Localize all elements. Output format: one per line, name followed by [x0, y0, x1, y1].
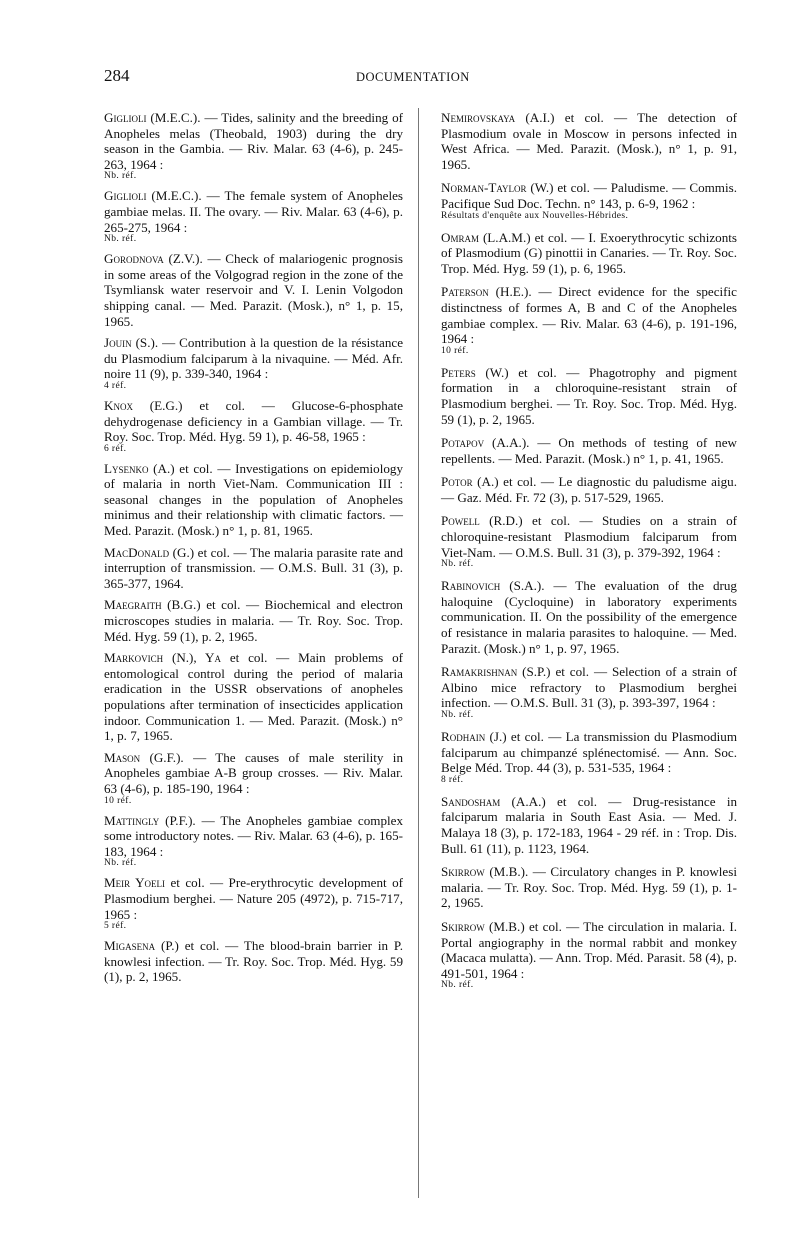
entry-note: 6 réf. — [104, 443, 127, 454]
entry-author: Maegraith (B.G.) — [104, 597, 201, 613]
entry-author: Potapov (A.A.). — [441, 435, 530, 451]
entry-author: Rabinovich (S.A.). — [441, 578, 545, 594]
entry-citation: — Contribution à la question de la résistance du Plasmodium falciparum à la nivaquine. — Méd. Afr. noire 11 (9), p. 339-340, 1964 : — [104, 335, 404, 382]
entry-author: Skirrow (M.B.). — [441, 864, 529, 880]
entry-author: Sandosham (A.A.) — [441, 793, 546, 809]
bibliography-entry — [104, 545, 403, 592]
entry-note: Nb. réf. — [441, 980, 474, 991]
entry-note: Résultats d'enquête aux Nouvelles-Hébrides. — [441, 210, 629, 221]
entry-author: Giglioli (M.E.C.). — [104, 110, 201, 125]
entry-author: Lysenko (A.) — [104, 460, 175, 476]
bibliography-entry — [441, 794, 737, 856]
bibliography-entry — [441, 284, 737, 356]
entry-citation: et col. — La transmission du Plasmodium falciparum au chimpanzé splénectomisé. — Ann. Soc. Belge Méd. Trop. 44 (3), p. 531-535, 1964 : — [441, 729, 738, 776]
entry-author: Meir Yoeli — [104, 875, 166, 891]
bibliography-entry — [441, 919, 737, 991]
entry-author: Markovich (N.), Ya — [104, 650, 221, 666]
column-divider — [418, 108, 419, 1198]
entry-citation: et col. — Glucose-6-phosphate dehydrogenase deficiency in a Gambian village. — Tr. Roy. Soc. Trop. Méd. Hyg. 59 1), p. 46-58, 1965 : — [104, 397, 404, 445]
entry-citation: et col. — The detection of Plasmodium ovale in Moscow in persons infected in West Africa. — Med. Parazit. (Mosk.), n° 1, p. 91, 1965. — [441, 110, 737, 172]
running-header: DOCUMENTATION — [356, 70, 470, 84]
bibliography-entry — [104, 650, 403, 744]
left-column — [104, 110, 403, 991]
entry-citation: et col. — Studies on a strain of chloroquine-resistant Plasmodium falciparum from Viet-Nam. — O.M.S. Bull. 31 (3), p. 379-392, 1964 : — [441, 513, 737, 560]
bibliography-entry — [104, 750, 403, 807]
entry-note: 10 réf. — [104, 795, 132, 806]
entry-author: Powell (R.D.) — [441, 513, 523, 529]
entry-note: 5 réf. — [104, 921, 127, 932]
entry-author: Nemirovskaya (A.I.) — [441, 110, 555, 125]
entry-citation: — The evaluation of the drug haloquine (Cycloquine) in laboratory experiments communication. II. On the possibility of the emergence of resistance in malaria parasites to haloquine. — Med. Parazit. (Mosk.) n° 1, p. 97, 1965. — [441, 578, 737, 656]
bibliography-entry — [441, 864, 737, 911]
entry-citation: — Direct evidence for the specific distinctness of formes A, B and C of the Anopheles gambiae complex. — Riv. Malar. 63 (4-6), p. 191-196, 1964 : — [441, 284, 737, 347]
entry-note: 4 réf. — [104, 380, 127, 391]
page-number: 284 — [104, 66, 130, 85]
bibliography-entry — [441, 578, 737, 656]
bibliography-entry — [104, 188, 403, 245]
entry-citation: et col. — The circulation in malaria. I. Portal angiography in the normal rabbit and monkey (Macaca mulatta). — Ann. Trop. Méd. Parasit. 58 (4), p. 491-501, 1964 : — [441, 918, 738, 981]
entry-citation: et col. — I. Exoerythrocytic schizonts of Plasmodium (G) pinottii in Canaries. — Tr. Roy. Soc. Trop. Méd. Hyg. 59 (1), p. 6, 1965. — [441, 229, 737, 276]
entry-author: Mattingly (P.F.). — [104, 812, 196, 828]
entry-citation: — The causes of male sterility in Anopheles gambiae A-B group crosses. — Riv. Malar. 63 (4-6), p. 185-190, 1964 : — [104, 749, 403, 796]
entry-author: Knox (E.G.) — [104, 397, 183, 413]
bibliography-entry — [441, 230, 737, 277]
bibliography-entry — [441, 180, 737, 221]
entry-citation: et col. — Investigations on epidemiology of malaria in north Viet-Nam. Communication III : seasonal changes in the population of Anopheles minimus and their relationship with climatic factors. — Med. Parazit. (Mosk.) n° 1, p. 81, 1965. — [104, 460, 403, 539]
entry-note: Nb. réf. — [441, 559, 474, 570]
entry-note: Nb. réf. — [104, 234, 137, 245]
entry-citation: et col. — The malaria parasite rate and interruption of transmission. — O.M.S. Bull. 31 (3), p. 365-377, 1964. — [104, 544, 403, 591]
entry-citation: et col. — Pre-erythrocytic development of Plasmodium berghei. — Nature 205 (4972), p. 715-717, 1965 : — [104, 875, 404, 922]
entry-citation: — Tides, salinity and the breeding of Anopheles melas (Theobald, 1903) during the dry season in the Gambia. — Riv. Malar. 63 (4-6), p. 245-263, 1964 : — [104, 110, 403, 172]
bibliography-entry — [104, 251, 403, 329]
entry-note: 10 réf. — [441, 345, 469, 356]
bibliography-entry — [441, 435, 737, 466]
entry-note: Nb. réf. — [441, 710, 474, 720]
bibliography-entry — [104, 398, 403, 455]
bibliography-entry — [441, 729, 737, 786]
entry-author: Jouin (S.). — [104, 335, 159, 351]
entry-citation: et col. — Drug-resistance in falciparum malaria in South East Asia. — Med. J. Malaya 18 (3), p. 172-183, 1964 - 29 réf. in : Trop. Dis. Bull. 61 (11), p. 1123, 1964. — [441, 793, 738, 856]
entry-author: Paterson (H.E.). — [441, 284, 532, 300]
entry-citation: et col. — Phagotrophy and pigment formation in a chloroquine-resistant strain of Plasmodium berghei. — Tr. Roy. Soc. Trop. Méd. Hyg. 59 (1), p. 2, 1965. — [441, 364, 737, 427]
bibliography-entry — [441, 110, 737, 172]
bibliography-entry — [441, 365, 737, 427]
entry-note: 8 réf. — [441, 774, 464, 785]
entry-author: Gorodnova (Z.V.). — [104, 251, 203, 267]
bibliography-entry — [104, 875, 403, 932]
entry-author: Skirrow (M.B.) — [441, 918, 525, 934]
entry-author: Omram (L.A.M.) — [441, 229, 531, 245]
entry-author: Potor (A.) — [441, 474, 499, 490]
entry-note: Nb. réf. — [104, 171, 137, 182]
entry-citation: et col. — Selection of a strain of Albino mice refractory to Plasmodium berghei infection. — O.M.S. Bull. 31 (3), p. 393-397, 1964 : — [441, 664, 737, 711]
bibliography-entry — [104, 813, 403, 870]
entry-citation: et col. — The blood-brain barrier in P. knowlesi infection. — Tr. Roy. Soc. Trop. Méd. Hyg. 59 (1), p. 2, 1965. — [104, 938, 403, 985]
bibliography-entry — [441, 664, 737, 721]
entry-author: Peters (W.) — [441, 364, 509, 380]
entry-author: Ramakrishnan (S.P.) — [441, 664, 551, 680]
entry-citation: — The Anopheles gambiae complex some introductory notes. — Riv. Malar. 63 (4-6), p. 165-183, 1964 : — [104, 812, 403, 859]
bibliography-entry — [104, 597, 403, 644]
entry-citation: et col. — Biochemical and electron microscopes studies in malaria. — Tr. Roy. Soc. Trop. Méd. Hyg. 59 (1), p. 2, 1965. — [104, 597, 403, 644]
entry-citation: — Check of malariogenic prognosis in some areas of the Volgograd region in the zone of the Tsymliansk water reservoir and V. I. Lenin Volgodon shipping canal. — Med. Parazit. (Mosk.), n° 1, p. 15, 1965. — [104, 251, 403, 329]
entry-citation: et col. — Paludisme. — Commis. Pacifique Sud Doc. Techn. n° 143, p. 6-9, 1962 : — [441, 180, 737, 211]
entry-citation: et col. — Main problems of entomological control during the period of malaria eradication in the USSR observations of anopheles populations after termination of insecticides application indoor. Communication 1. — Med. Parazit. (Mosk.) n° 1, p. 7, 1965. — [104, 650, 403, 744]
entry-author: Mason (G.F.). — [104, 749, 184, 765]
entry-citation: et col. — Le diagnostic du paludisme aigu. — Gaz. Méd. Fr. 72 (3), p. 517-529, 1965. — [441, 474, 738, 505]
entry-note: Nb. réf. — [104, 858, 137, 869]
entry-author: MacDonald (G.) — [104, 544, 195, 560]
entry-citation: — Circulatory changes in P. knowlesi malaria. — Tr. Roy. Soc. Trop. Méd. Hyg. 59 (1), p. 1-2, 1965. — [441, 864, 737, 911]
bibliography-entry — [441, 513, 737, 570]
entry-author: Giglioli (M.E.C.). — [104, 188, 202, 204]
entry-citation: — On methods of testing of new repellents. — Med. Parazit. (Mosk.) n° 1, p. 41, 1965. — [441, 435, 737, 466]
entry-author: Migasena (P.) — [104, 938, 179, 954]
entry-citation: — The female system of Anopheles gambiae melas. II. The ovary. — Riv. Malar. 63 (4-6), p. 265-275, 1964 : — [104, 188, 403, 235]
entry-author: Norman-Taylor (W.) — [441, 180, 554, 196]
bibliography-entry — [441, 474, 737, 505]
bibliography-entry — [104, 938, 403, 985]
bibliography-entry — [104, 110, 403, 182]
bibliography-entry — [104, 335, 403, 392]
entry-author: Rodhain (J.) — [441, 729, 507, 744]
bibliography-entry — [104, 461, 403, 539]
right-column — [441, 110, 737, 999]
